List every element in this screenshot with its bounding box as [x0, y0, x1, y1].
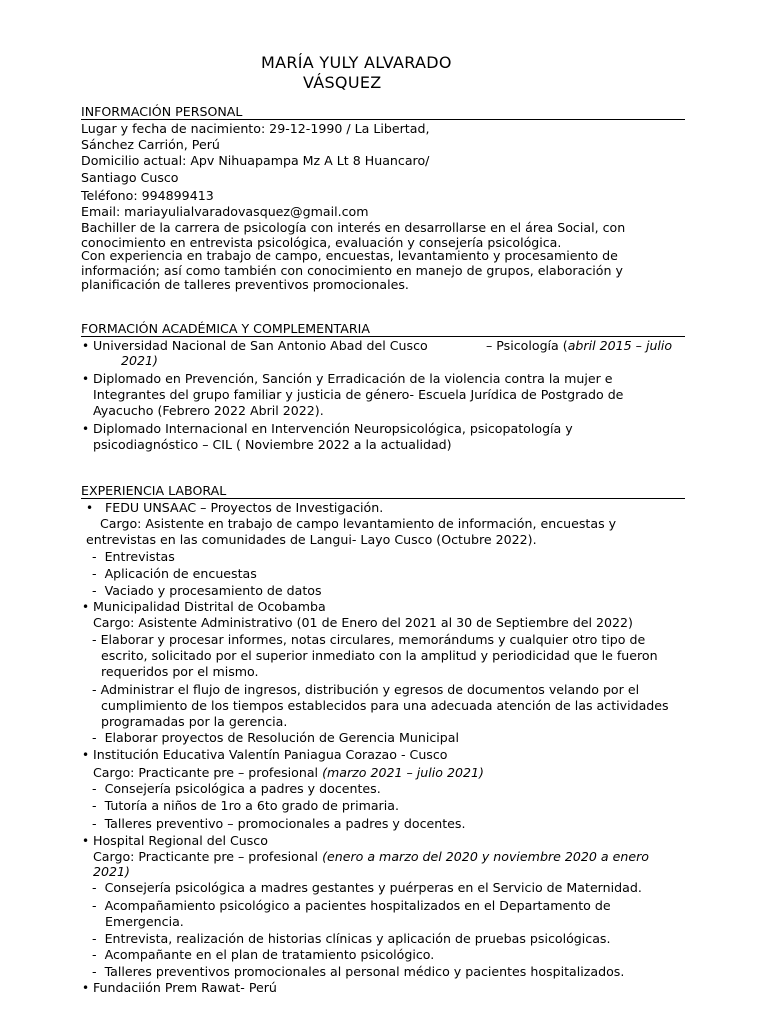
bullet-icon: • — [82, 339, 90, 353]
personal-line: Bachiller de la carrera de psicología con interés en desarrollarse en el área Social, con — [81, 220, 626, 235]
job-cargo: entrevistas en las comunidades de Langui- Layo Cusco (Octubre 2022). — [86, 532, 537, 547]
education-item-2: Ayacucho (Febrero 2022 Abril 2022). — [93, 403, 324, 418]
job-cargo: Cargo: Asistente Administrativo (01 de Enero del 2021 al 30 de Septiembre del 2022) — [93, 615, 633, 630]
education-item-1-dates: 2021) — [121, 353, 158, 368]
job-task: - Tutoría a niños de 1ro a 6to grado de primaria. — [92, 798, 399, 813]
personal-line: planificación de talleres preventivos promocionales. — [81, 277, 409, 292]
bullet-icon: • — [82, 422, 90, 436]
education-item-2: Integrantes del grupo familiar y justicia de género- Escuela Jurídica de Postgrado de — [93, 387, 624, 402]
personal-line: Lugar y fecha de nacimiento: 29-12-1990 / La Libertad, — [81, 121, 430, 136]
name-line-2: VÁSQUEZ — [303, 73, 382, 92]
job-org: Fundaciión Prem Rawat- Perú — [93, 980, 277, 995]
job-task: - Entrevista, realización de historias clínicas y aplicación de pruebas psicológicas. — [92, 931, 611, 946]
personal-line: Email: mariayulialvaradovasquez@gmail.com — [81, 204, 369, 219]
education-item-2: Diplomado en Prevención, Sanción y Erradicación de la violencia contra la mujer e — [93, 371, 613, 386]
job-task: - Acompañante en el plan de tratamiento psicológico. — [92, 947, 435, 962]
job-org: Municipalidad Distrital de Ocobamba — [93, 599, 326, 614]
section-experience-title: EXPERIENCIA LABORAL — [81, 483, 685, 499]
personal-line: Con experiencia en trabajo de campo, encuestas, levantamiento y procesamiento de — [81, 248, 618, 263]
personal-line: Sánchez Carrión, Perú — [81, 137, 220, 152]
personal-line: Domicilio actual: Apv Nihuapampa Mz A Lt 8 Huancaro/ — [81, 153, 430, 168]
job-cargo-dates: 2021) — [93, 864, 130, 879]
bullet-icon: • — [82, 981, 90, 995]
education-item-3: Diplomado Internacional en Intervención Neuropsicológica, psicopatología y — [93, 421, 573, 436]
job-task-cont: escrito, solicitado por el superior inmediato con la amplitud y periodicidad que le fueron — [101, 648, 658, 663]
job-task: - Administrar el flujo de ingresos, distribución y egresos de documentos velando por el — [92, 682, 640, 697]
job-task: - Elaborar proyectos de Resolución de Gerencia Municipal — [92, 730, 459, 745]
job-task-cont: Emergencia. — [105, 914, 184, 929]
education-item-3: psicodiagnóstico – CIL ( Noviembre 2022 a la actualidad) — [93, 437, 452, 452]
education-item-1-degree: – Psicología (abril 2015 – julio — [486, 338, 673, 353]
personal-line: información; así como también con conocimiento en manejo de grupos, elaboración y — [81, 263, 623, 278]
bullet-icon: • — [82, 600, 90, 614]
job-task: - Talleres preventivo – promocionales a padres y docentes. — [92, 816, 466, 831]
job-task-cont: requeridos por el mismo. — [101, 664, 259, 679]
job-task: - Vaciado y procesamiento de datos — [92, 583, 322, 598]
job-task: - Aplicación de encuestas — [92, 566, 257, 581]
job-task: - Acompañamiento psicológico a pacientes hospitalizados en el Departamento de — [92, 898, 611, 913]
job-cargo: Cargo: Practicante pre – profesional (enero a marzo del 2020 y noviembre 2020 a enero — [93, 849, 650, 864]
section-education-title: FORMACIÓN ACADÉMICA Y COMPLEMENTARIA — [81, 321, 685, 337]
job-task: - Entrevistas — [92, 549, 175, 564]
personal-line: Teléfono: 994899413 — [81, 188, 214, 203]
job-org: Hospital Regional del Cusco — [93, 833, 268, 848]
job-cargo: Cargo: Practicante pre – profesional (marzo 2021 – julio 2021) — [93, 765, 484, 780]
bullet-icon: • — [82, 834, 90, 848]
bullet-icon: • — [82, 372, 90, 386]
job-task: - Consejería psicológica a madres gestantes y puérperas en el Servicio de Maternidad. — [92, 880, 642, 895]
bullet-icon: • — [86, 501, 94, 515]
job-org: Institución Educativa Valentín Paniagua Corazao - Cusco — [93, 747, 448, 762]
education-item-1: Universidad Nacional de San Antonio Abad del Cusco — [93, 338, 428, 353]
personal-line: Santiago Cusco — [81, 170, 179, 185]
job-org: FEDU UNSAAC – Proyectos de Investigación. — [105, 500, 384, 515]
personal-line: conocimiento en entrevista psicológica, evaluación y consejería psicológica. — [81, 235, 562, 250]
job-task-cont: cumplimiento de los tiempos establecidos para una adecuada atención de las actividades — [101, 698, 669, 713]
job-task: - Talleres preventivos promocionales al personal médico y pacientes hospitalizados. — [92, 964, 625, 979]
job-cargo: Cargo: Asistente en trabajo de campo levantamiento de información, encuestas y — [100, 516, 617, 531]
job-task: - Consejería psicológica a padres y docentes. — [92, 781, 381, 796]
section-personal-title: INFORMACIÓN PERSONAL — [81, 104, 685, 120]
job-task: - Elaborar y procesar informes, notas circulares, memorándums y cualquier otro tipo de — [92, 632, 646, 647]
name-line-1: MARÍA YULY ALVARADO — [261, 53, 452, 72]
bullet-icon: • — [82, 748, 90, 762]
job-task-cont: programadas por la gerencia. — [101, 714, 288, 729]
